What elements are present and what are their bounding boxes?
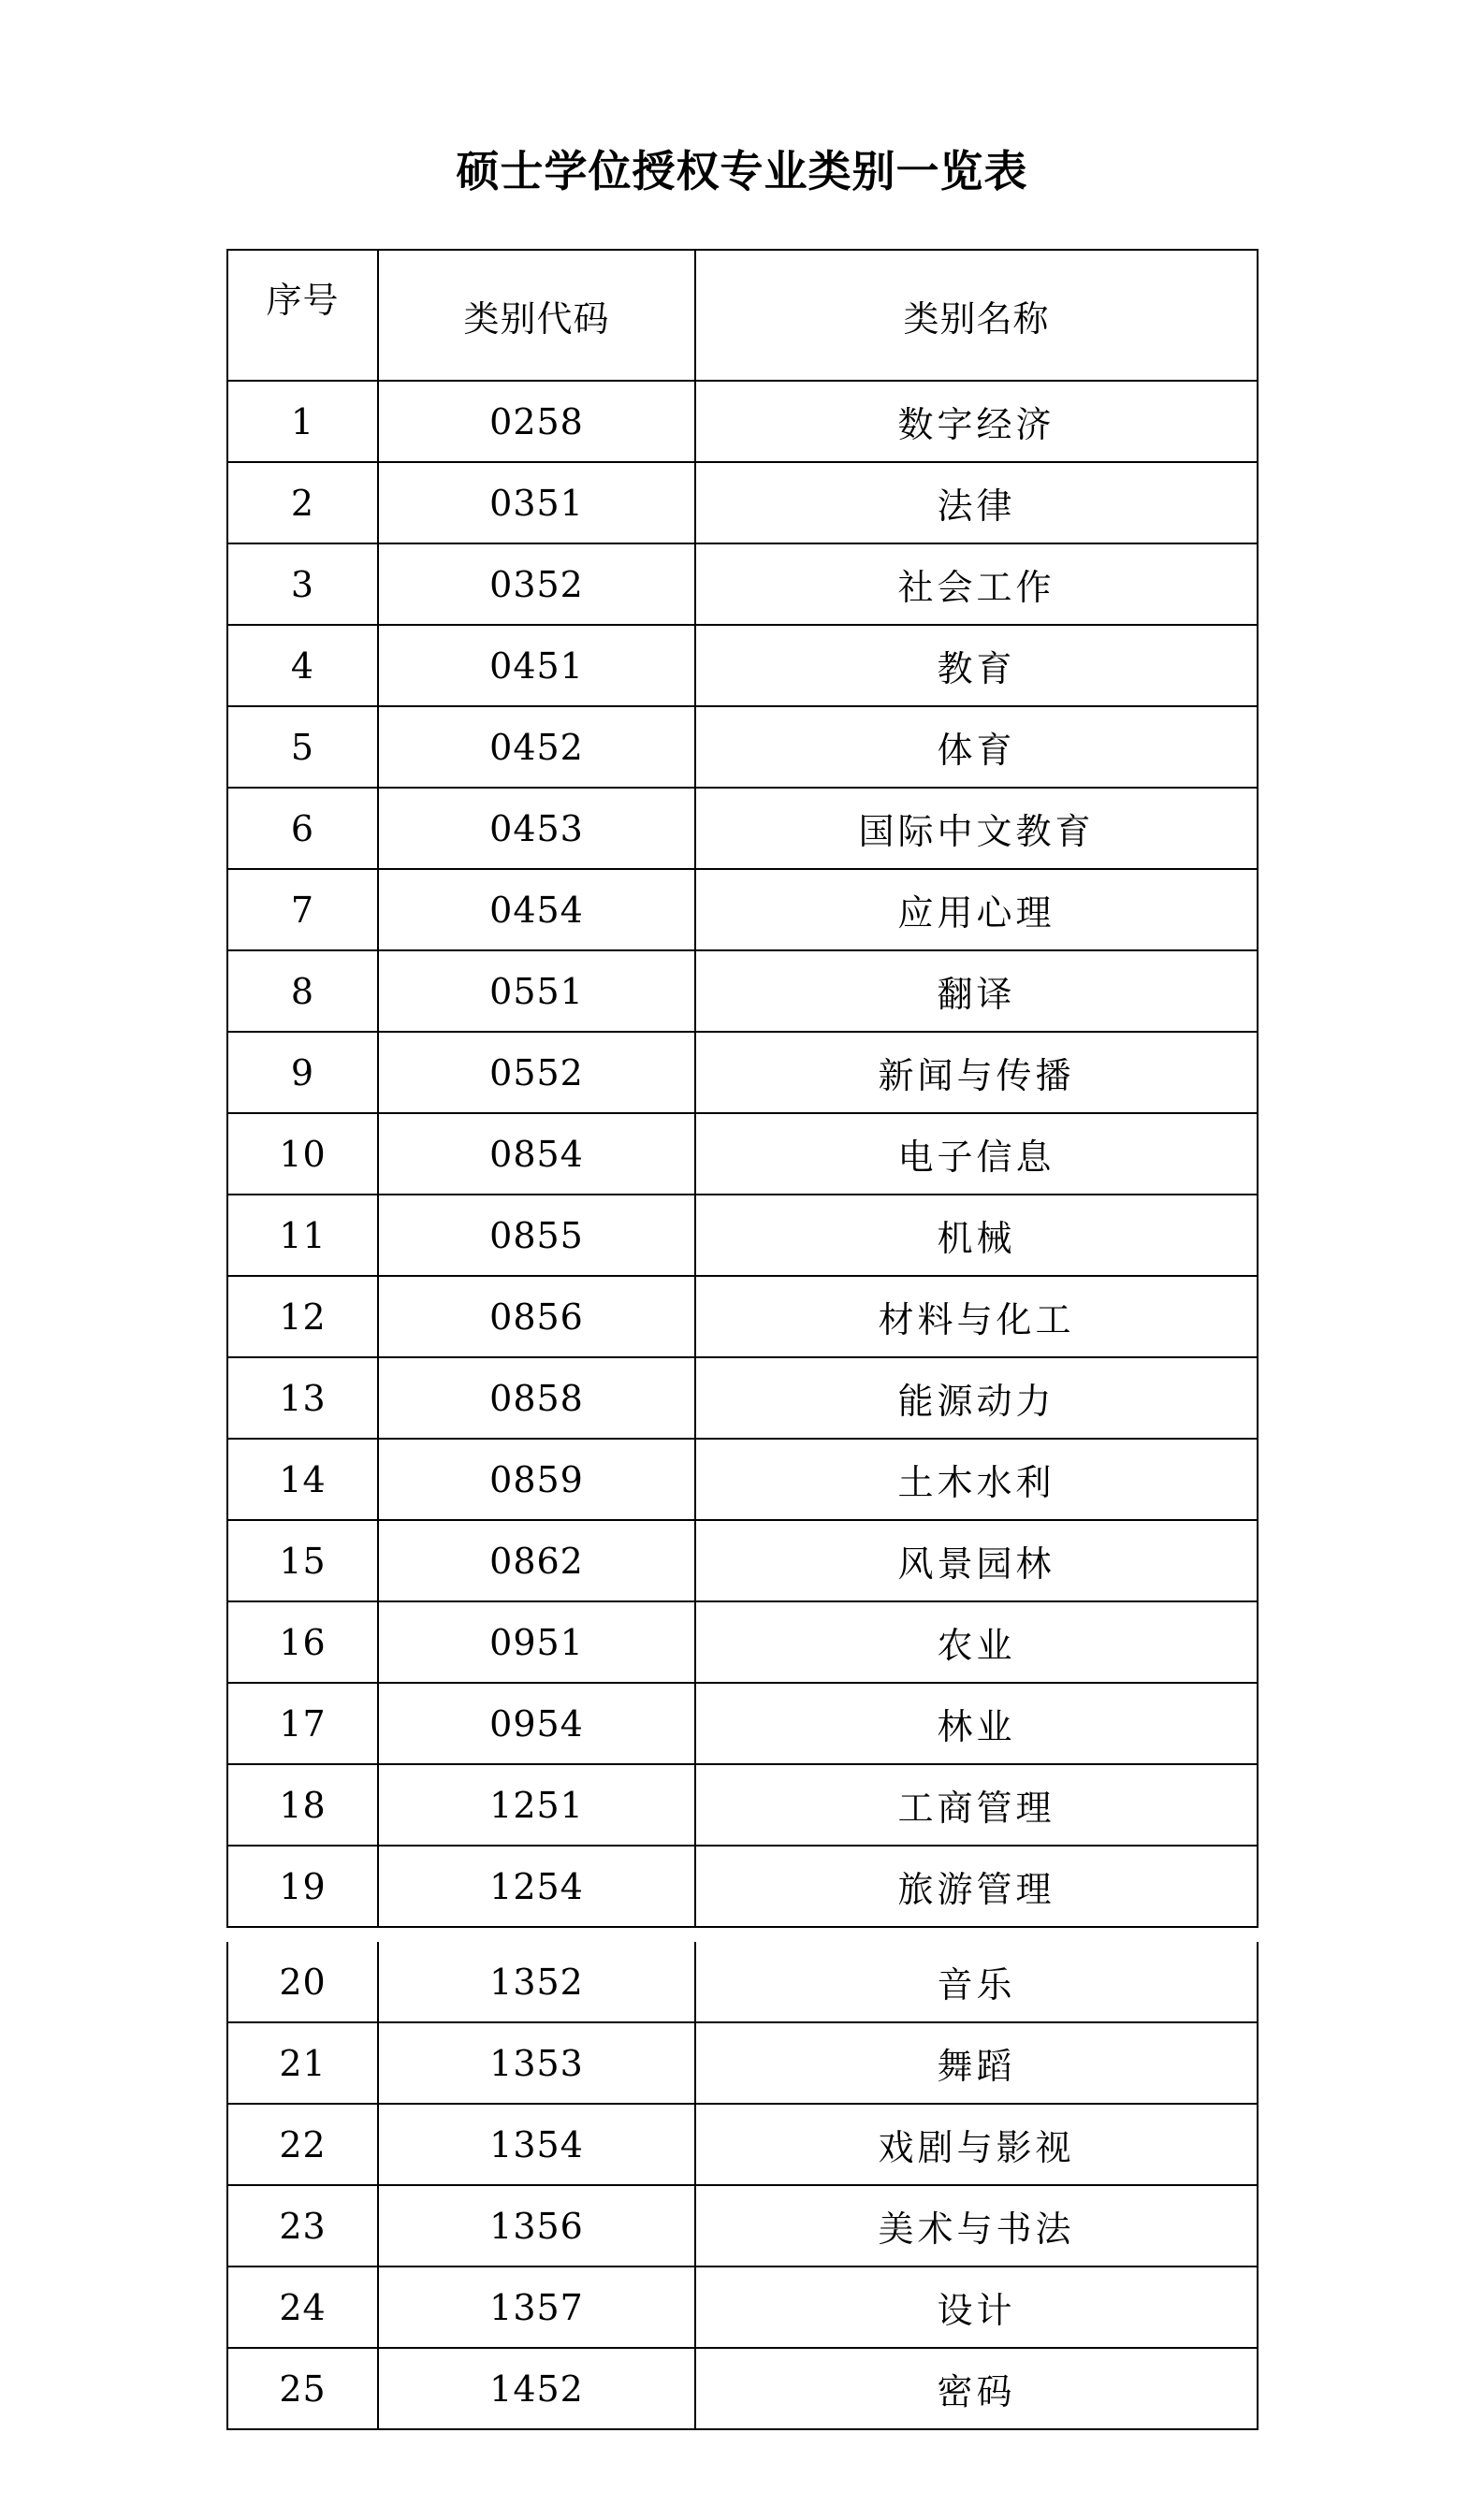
table-row — [227, 1032, 1258, 1113]
cell-category-name: 舞蹈 — [695, 2022, 1258, 2104]
table-row — [227, 1439, 1258, 1520]
cell-category-name: 翻译 — [695, 950, 1258, 1032]
table-body — [227, 381, 1258, 1927]
cell-category-name: 旅游管理 — [695, 1846, 1258, 1927]
table-row — [227, 2022, 1258, 2104]
cell-category-name: 机械 — [695, 1195, 1258, 1276]
cell-category-code: 0858 — [378, 1357, 695, 1439]
cell-category-name: 新闻与传播 — [695, 1032, 1258, 1113]
cell-index: 1 — [227, 381, 378, 462]
cell-category-code: 0352 — [378, 543, 695, 625]
table-row — [227, 1113, 1258, 1195]
table-row — [227, 950, 1258, 1032]
cell-category-code: 0856 — [378, 1276, 695, 1357]
cell-category-code: 0855 — [378, 1195, 695, 1276]
header-index: 序号 — [227, 250, 378, 381]
cell-category-code: 0954 — [378, 1683, 695, 1764]
cell-category-name: 材料与化工 — [695, 1276, 1258, 1357]
cell-category-code: 0451 — [378, 625, 695, 706]
cell-category-name: 美术与书法 — [695, 2185, 1258, 2267]
cell-category-name: 法律 — [695, 462, 1258, 543]
table-row — [227, 1942, 1258, 2022]
table-row — [227, 2267, 1258, 2348]
cell-category-name: 农业 — [695, 1601, 1258, 1683]
cell-index: 13 — [227, 1357, 378, 1439]
table-row — [227, 381, 1258, 462]
cell-category-name: 教育 — [695, 625, 1258, 706]
cell-category-name: 数字经济 — [695, 381, 1258, 462]
cell-category-name: 土木水利 — [695, 1439, 1258, 1520]
cell-category-code: 1352 — [378, 1942, 695, 2022]
cell-category-code: 0951 — [378, 1601, 695, 1683]
cell-index: 5 — [227, 706, 378, 788]
table-header-row — [227, 250, 1258, 381]
cell-index: 10 — [227, 1113, 378, 1195]
cell-category-code: 0454 — [378, 869, 695, 950]
cell-category-name: 音乐 — [695, 1942, 1258, 2022]
table-row — [227, 2185, 1258, 2267]
cell-index: 8 — [227, 950, 378, 1032]
table-row — [227, 2348, 1258, 2429]
cell-category-code: 0258 — [378, 381, 695, 462]
cell-category-code: 1354 — [378, 2104, 695, 2185]
cell-category-code: 1356 — [378, 2185, 695, 2267]
cell-index: 16 — [227, 1601, 378, 1683]
table-row — [227, 1520, 1258, 1601]
cell-category-name: 设计 — [695, 2267, 1258, 2348]
header-category-name: 类别名称 — [695, 250, 1258, 381]
table-row — [227, 1276, 1258, 1357]
table-row — [227, 788, 1258, 869]
cell-index: 24 — [227, 2267, 378, 2348]
degree-category-table-continued — [226, 1942, 1258, 2430]
table-row — [227, 1846, 1258, 1927]
cell-category-code: 0862 — [378, 1520, 695, 1601]
cell-category-code: 0551 — [378, 950, 695, 1032]
cell-category-code: 0452 — [378, 706, 695, 788]
cell-index: 18 — [227, 1764, 378, 1846]
cell-category-code: 1251 — [378, 1764, 695, 1846]
cell-category-name: 体育 — [695, 706, 1258, 788]
cell-category-name: 风景园林 — [695, 1520, 1258, 1601]
cell-category-code: 1353 — [378, 2022, 695, 2104]
cell-category-name: 国际中文教育 — [695, 788, 1258, 869]
cell-category-code: 1452 — [378, 2348, 695, 2429]
cell-category-code: 1254 — [378, 1846, 695, 1927]
cell-index: 7 — [227, 869, 378, 950]
table-row — [227, 1764, 1258, 1846]
cell-index: 2 — [227, 462, 378, 543]
cell-category-name: 社会工作 — [695, 543, 1258, 625]
cell-category-name: 戏剧与影视 — [695, 2104, 1258, 2185]
cell-index: 9 — [227, 1032, 378, 1113]
header-category-code: 类别代码 — [378, 250, 695, 381]
cell-index: 21 — [227, 2022, 378, 2104]
cell-index: 23 — [227, 2185, 378, 2267]
cell-index: 4 — [227, 625, 378, 706]
cell-index: 3 — [227, 543, 378, 625]
cell-index: 20 — [227, 1942, 378, 2022]
cell-category-code: 1357 — [378, 2267, 695, 2348]
cell-category-code: 0552 — [378, 1032, 695, 1113]
table-row — [227, 462, 1258, 543]
cell-category-name: 密码 — [695, 2348, 1258, 2429]
cell-category-name: 电子信息 — [695, 1113, 1258, 1195]
cell-index: 22 — [227, 2104, 378, 2185]
table-row — [227, 1683, 1258, 1764]
cell-category-name: 工商管理 — [695, 1764, 1258, 1846]
table-row — [227, 1601, 1258, 1683]
cell-index: 14 — [227, 1439, 378, 1520]
cell-category-name: 应用心理 — [695, 869, 1258, 950]
table-row — [227, 543, 1258, 625]
table-row — [227, 706, 1258, 788]
cell-index: 11 — [227, 1195, 378, 1276]
table-row — [227, 1357, 1258, 1439]
cell-category-name: 林业 — [695, 1683, 1258, 1764]
table-row — [227, 2104, 1258, 2185]
cell-category-code: 0859 — [378, 1439, 695, 1520]
cell-index: 25 — [227, 2348, 378, 2429]
cell-category-code: 0351 — [378, 462, 695, 543]
cell-category-code: 0854 — [378, 1113, 695, 1195]
table-body-continued — [227, 1942, 1258, 2429]
cell-index: 15 — [227, 1520, 378, 1601]
table-row — [227, 1195, 1258, 1276]
cell-index: 19 — [227, 1846, 378, 1927]
cell-category-name: 能源动力 — [695, 1357, 1258, 1439]
table-row — [227, 869, 1258, 950]
cell-index: 6 — [227, 788, 378, 869]
degree-category-table — [226, 249, 1258, 1928]
cell-category-code: 0453 — [378, 788, 695, 869]
table-row — [227, 625, 1258, 706]
cell-index: 17 — [227, 1683, 378, 1764]
document-title: 硕士学位授权专业类别一览表 — [456, 146, 1028, 196]
cell-index: 12 — [227, 1276, 378, 1357]
